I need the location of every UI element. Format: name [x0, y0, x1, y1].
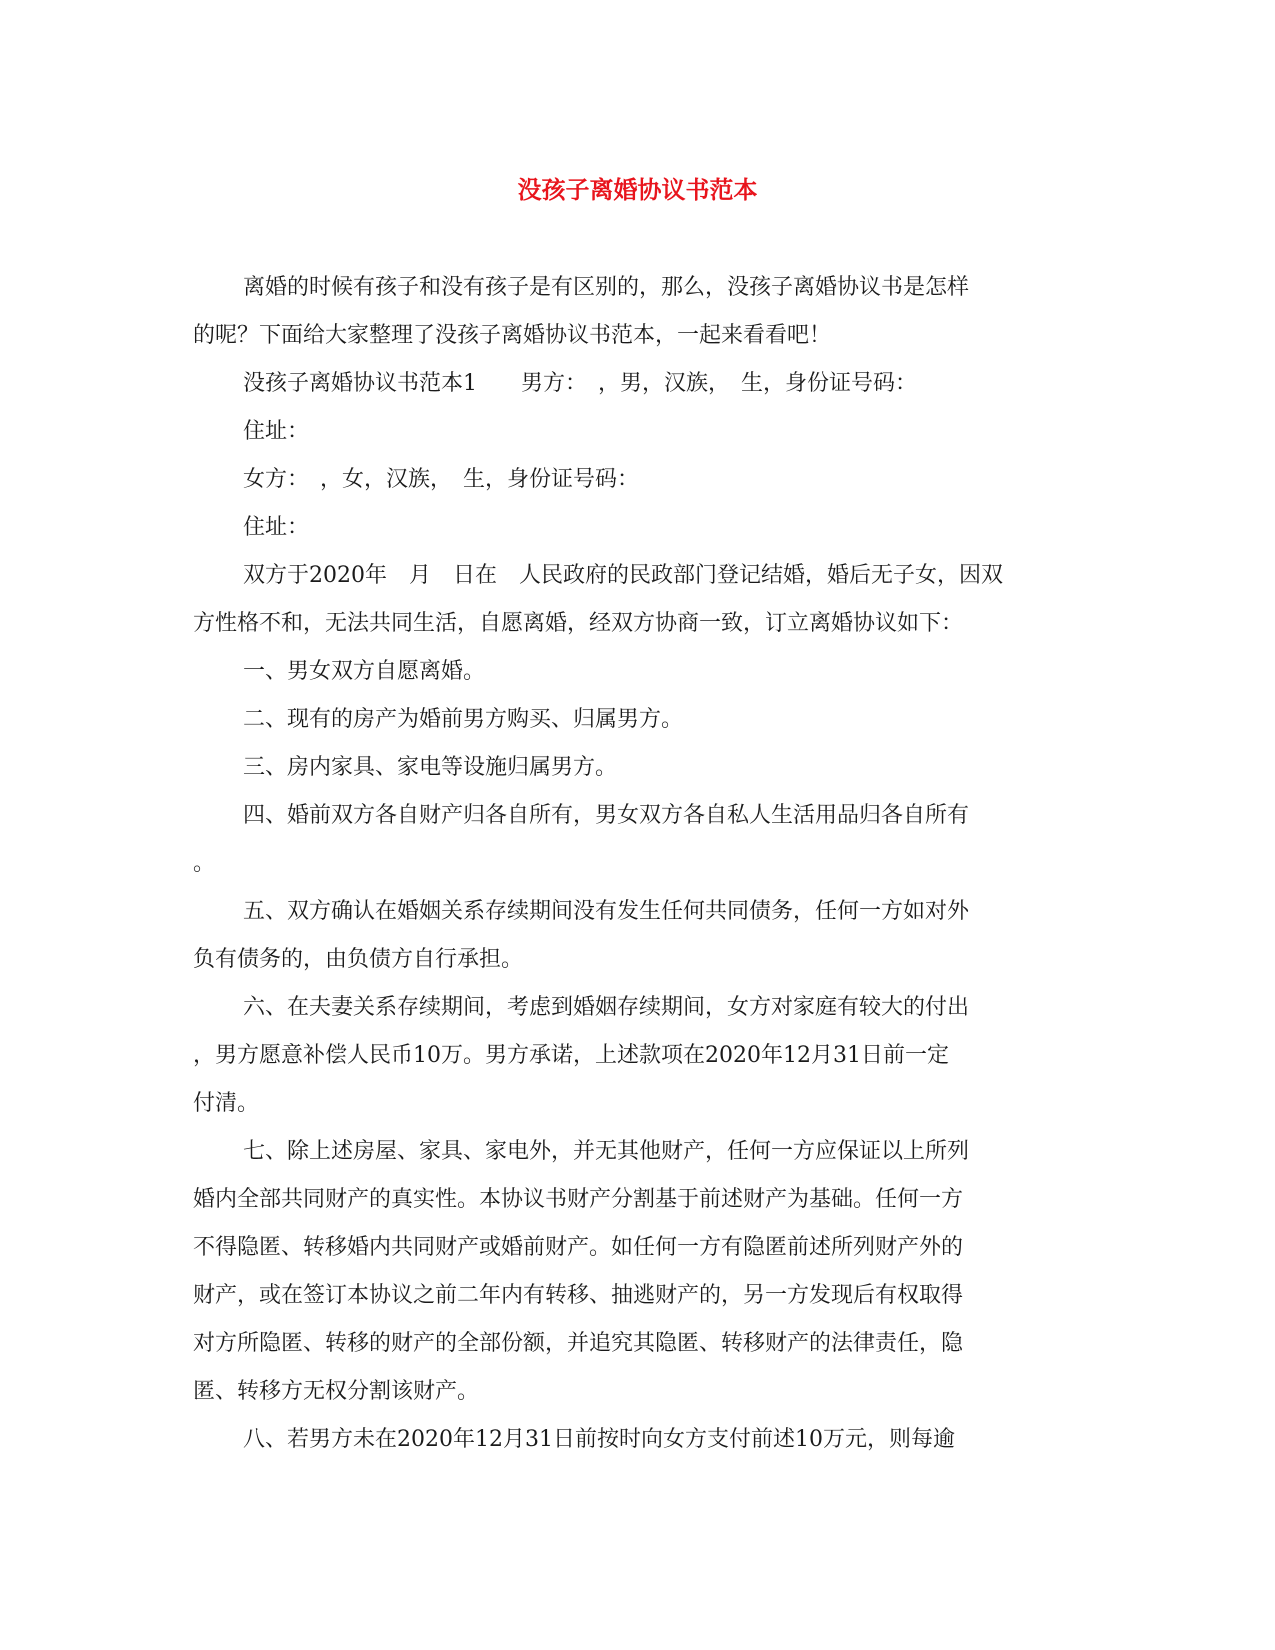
body-line: 八、若男方未在2020年12月31日前按时向女方支付前述10万元，则每逾: [243, 1427, 955, 1452]
body-line: 对方所隐匿、转移的财产的全部份额，并追究其隐匿、转移财产的法律责任，隐: [193, 1331, 964, 1356]
body-line: 住址：: [243, 515, 310, 540]
body-line: 一、男女双方自愿离婚。: [243, 659, 486, 684]
document-title: 没孩子离婚协议书范本: [517, 175, 758, 204]
body-line: 四、婚前双方各自财产归各自所有，男女双方各自私人生活用品归各自所有: [243, 803, 970, 828]
body-line: 财产，或在签订本协议之前二年内有转移、抽逃财产的，另一方发现后有权取得: [193, 1283, 964, 1308]
body-line: 五、双方确认在婚姻关系存续期间没有发生任何共同债务，任何一方如对外: [243, 899, 970, 924]
body-line: 没孩子离婚协议书范本1 男方： ，男，汉族， 生，身份证号码：: [243, 371, 917, 396]
body-lines: [193, 264, 1063, 1464]
body-line: 六、在夫妻关系存续期间，考虑到婚姻存续期间，女方对家庭有较大的付出: [243, 995, 970, 1020]
body-line: 匿、转移方无权分割该财产。: [193, 1379, 480, 1404]
body-line: 七、除上述房屋、家具、家电外，并无其他财产，任何一方应保证以上所列: [243, 1139, 970, 1164]
body-line: ，男方愿意补偿人民币10万。男方承诺，上述款项在2020年12月31日前一定: [193, 1043, 949, 1068]
body-line: 住址：: [243, 419, 310, 444]
body-line: 负有债务的，由负债方自行承担。: [193, 947, 524, 972]
body-line: 方性格不和，无法共同生活，自愿离婚，经双方协商一致，订立离婚协议如下：: [193, 611, 964, 636]
body-line: 三、房内家具、家电等设施归属男方。: [243, 755, 618, 780]
body-line: 。: [193, 851, 216, 876]
body-line: 双方于2020年 月 日在 人民政府的民政部门登记结婚，婚后无子女，因双: [243, 563, 1003, 588]
body-line: 不得隐匿、转移婚内共同财产或婚前财产。如任何一方有隐匿前述所列财产外的: [193, 1235, 964, 1260]
body-line: 婚内全部共同财产的真实性。本协议书财产分割基于前述财产为基础。任何一方: [193, 1187, 964, 1212]
document-body: [193, 264, 1063, 1464]
body-line: 离婚的时候有孩子和没有孩子是有区别的，那么，没孩子离婚协议书是怎样: [243, 275, 970, 300]
body-line: 付清。: [193, 1091, 260, 1116]
body-line: 的呢？下面给大家整理了没孩子离婚协议书范本，一起来看看吧！: [193, 323, 832, 348]
body-line: 女方： ，女，汉族， 生，身份证号码：: [243, 467, 640, 492]
body-line: 二、现有的房产为婚前男方购买、归属男方。: [243, 707, 684, 732]
